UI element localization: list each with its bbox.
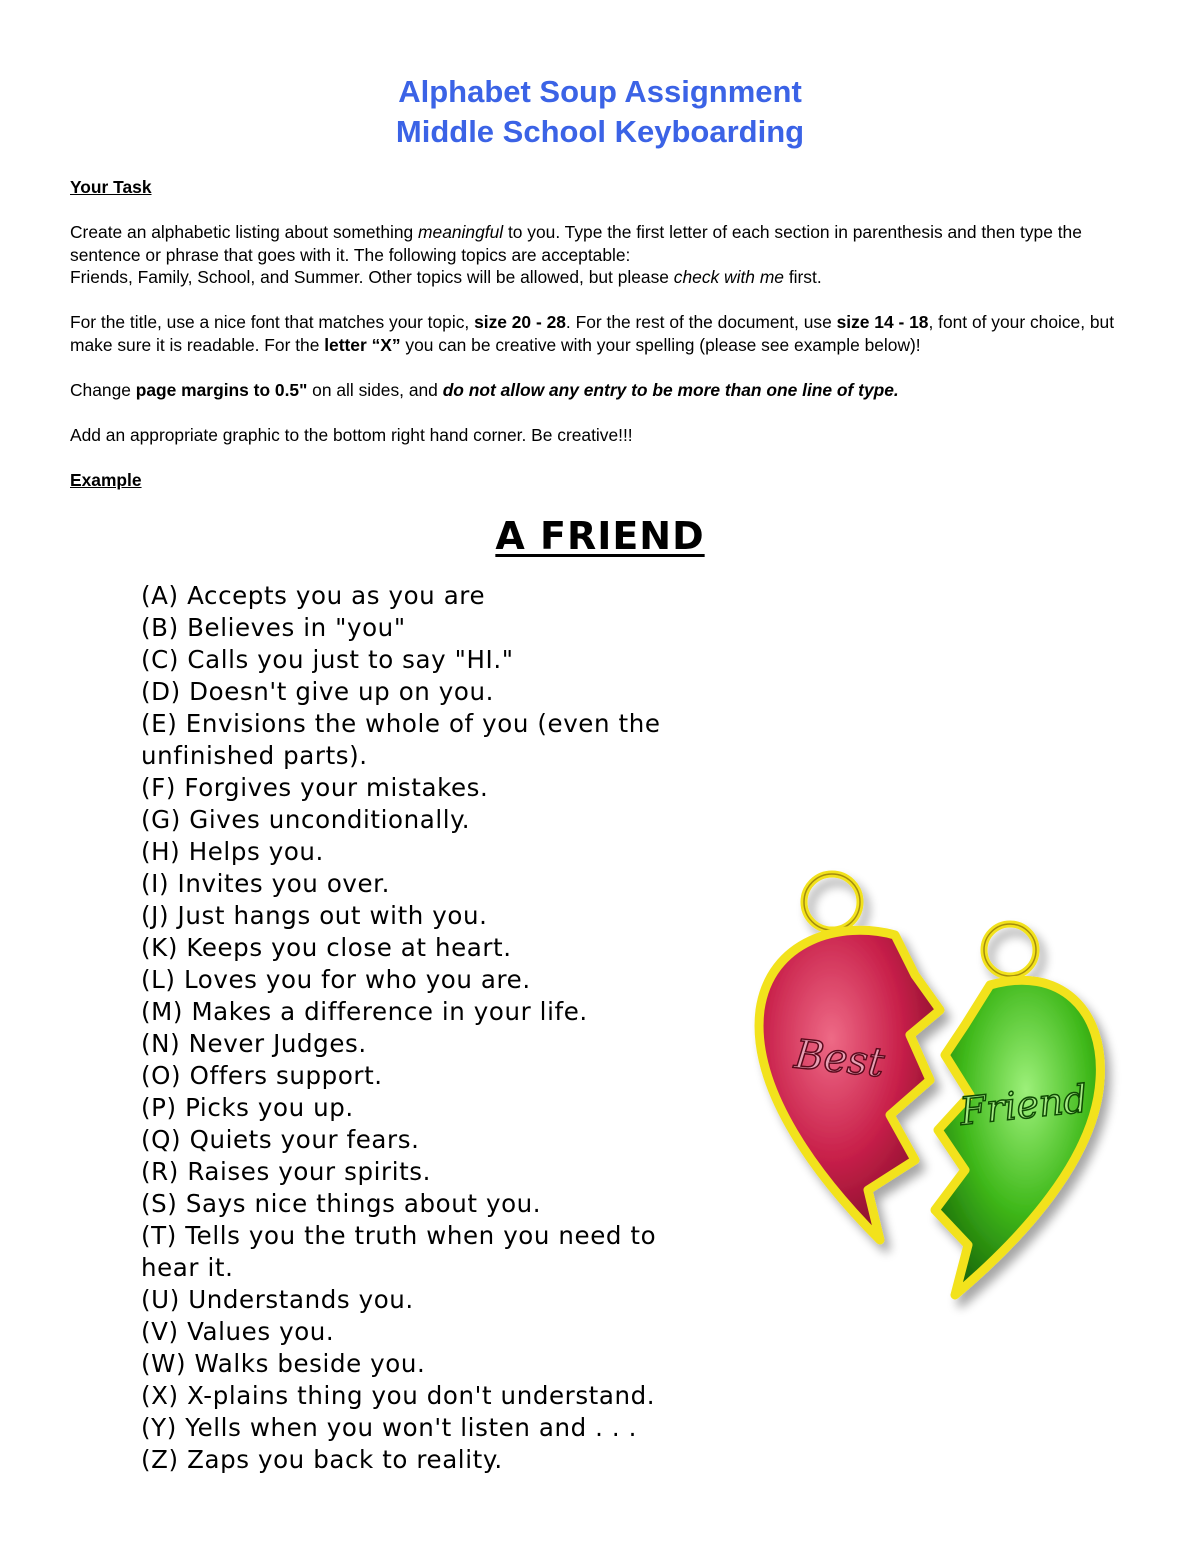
task-p1-text-b: to you. Type the first letter of each section in parenthesis and then type the sentence or phrase that goes with it. The following topics are acceptable: [70, 222, 1082, 265]
task-p3-text-a: Change [70, 379, 136, 400]
friend-label: Friend [957, 1076, 1090, 1134]
best-friend-heart-icon [740, 860, 1140, 1330]
list-item: (P) Picks you up. [141, 1093, 354, 1122]
task-p3-margins: page margins to 0.5" [135, 379, 308, 400]
list-item: (B) Believes in "you" [141, 613, 406, 642]
list-item: (L) Loves you for who you are. [141, 965, 531, 994]
task-paragraph-1-topics [70, 266, 1130, 289]
document-title [0, 72, 1200, 152]
list-item: (X) X-plains thing you don't understand. [141, 1381, 656, 1410]
task-p2-text-d: you can be creative with your spelling (please see example below)! [400, 334, 921, 355]
instructions-section [70, 176, 1130, 491]
task-p2-body-size: size 14 - 18 [836, 312, 929, 332]
list-item: (Q) Quiets your fears. [141, 1125, 420, 1154]
list-item: (J) Just hangs out with you. [141, 901, 488, 930]
list-item: (C) Calls you just to say "HI." [141, 645, 514, 674]
list-item: (W) Walks beside you. [141, 1349, 426, 1378]
list-item: (A) Accepts you as you are [141, 581, 486, 610]
list-item: (G) Gives unconditionally. [141, 805, 471, 834]
list-item: (U) Understands you. [141, 1285, 414, 1314]
best-label: Best [792, 1031, 887, 1087]
task-paragraph-4: Add an appropriate graphic to the bottom right hand corner. Be creative!!! [70, 424, 633, 445]
list-item: (D) Doesn't give up on you. [141, 677, 495, 706]
task-p2-letter-x: letter “X” [324, 334, 401, 355]
task-paragraph-2 [70, 311, 1130, 356]
list-item: (M) Makes a difference in your life. [141, 997, 588, 1026]
task-p3-text-b: on all sides, and [307, 379, 443, 400]
task-p1-emphasis: meaningful [418, 222, 504, 242]
example-title: A FRIEND [495, 514, 705, 558]
list-item: (T) Tells you the truth when you need to hear it. [141, 1221, 657, 1282]
task-p3-entry-rule: do not allow any entry to be more than one line of type. [442, 379, 899, 400]
list-item: (F) Forgives your mistakes. [141, 773, 489, 802]
task-p2-text-a: For the title, use a nice font that matches your topic, [70, 312, 475, 332]
friend-list [141, 580, 701, 1476]
list-item: (S) Says nice things about you. [141, 1189, 542, 1218]
task-p1-check-emphasis: check with me [673, 267, 784, 287]
task-p2-text-b: . For the rest of the document, use [565, 312, 837, 332]
list-item: (H) Helps you. [141, 837, 324, 866]
list-item: (Z) Zaps you back to reality. [141, 1445, 503, 1474]
list-item: (O) Offers support. [141, 1061, 383, 1090]
title-line-2: Middle School Keyboarding [395, 114, 805, 149]
task-p1-text-c: Friends, Family, School, and Summer. Other topics will be allowed, but please [70, 267, 674, 287]
task-p2-text-c: , font of your choice, but make sure it is readable. For the [70, 312, 1115, 355]
task-p2-title-size: size 20 - 28 [474, 312, 566, 332]
task-p1-text-d: first. [783, 267, 822, 287]
list-item: (I) Invites you over. [141, 869, 390, 898]
list-item: (E) Envisions the whole of you (even the unfinished parts). [141, 709, 661, 770]
list-item: (K) Keeps you close at heart. [141, 933, 512, 962]
task-heading: Your Task [70, 177, 152, 197]
title-line-1: Alphabet Soup Assignment [398, 74, 802, 109]
list-item: (V) Values you. [141, 1317, 335, 1346]
example-heading: Example [70, 469, 142, 490]
task-paragraph-1 [70, 221, 1130, 266]
task-paragraph-3 [70, 379, 1130, 402]
list-item: (R) Raises your spirits. [141, 1157, 432, 1186]
list-item: (Y) Yells when you won't listen and . . . [141, 1413, 638, 1442]
task-p1-text-a: Create an alphabetic listing about something [70, 222, 419, 242]
list-item: (N) Never Judges. [141, 1029, 367, 1058]
